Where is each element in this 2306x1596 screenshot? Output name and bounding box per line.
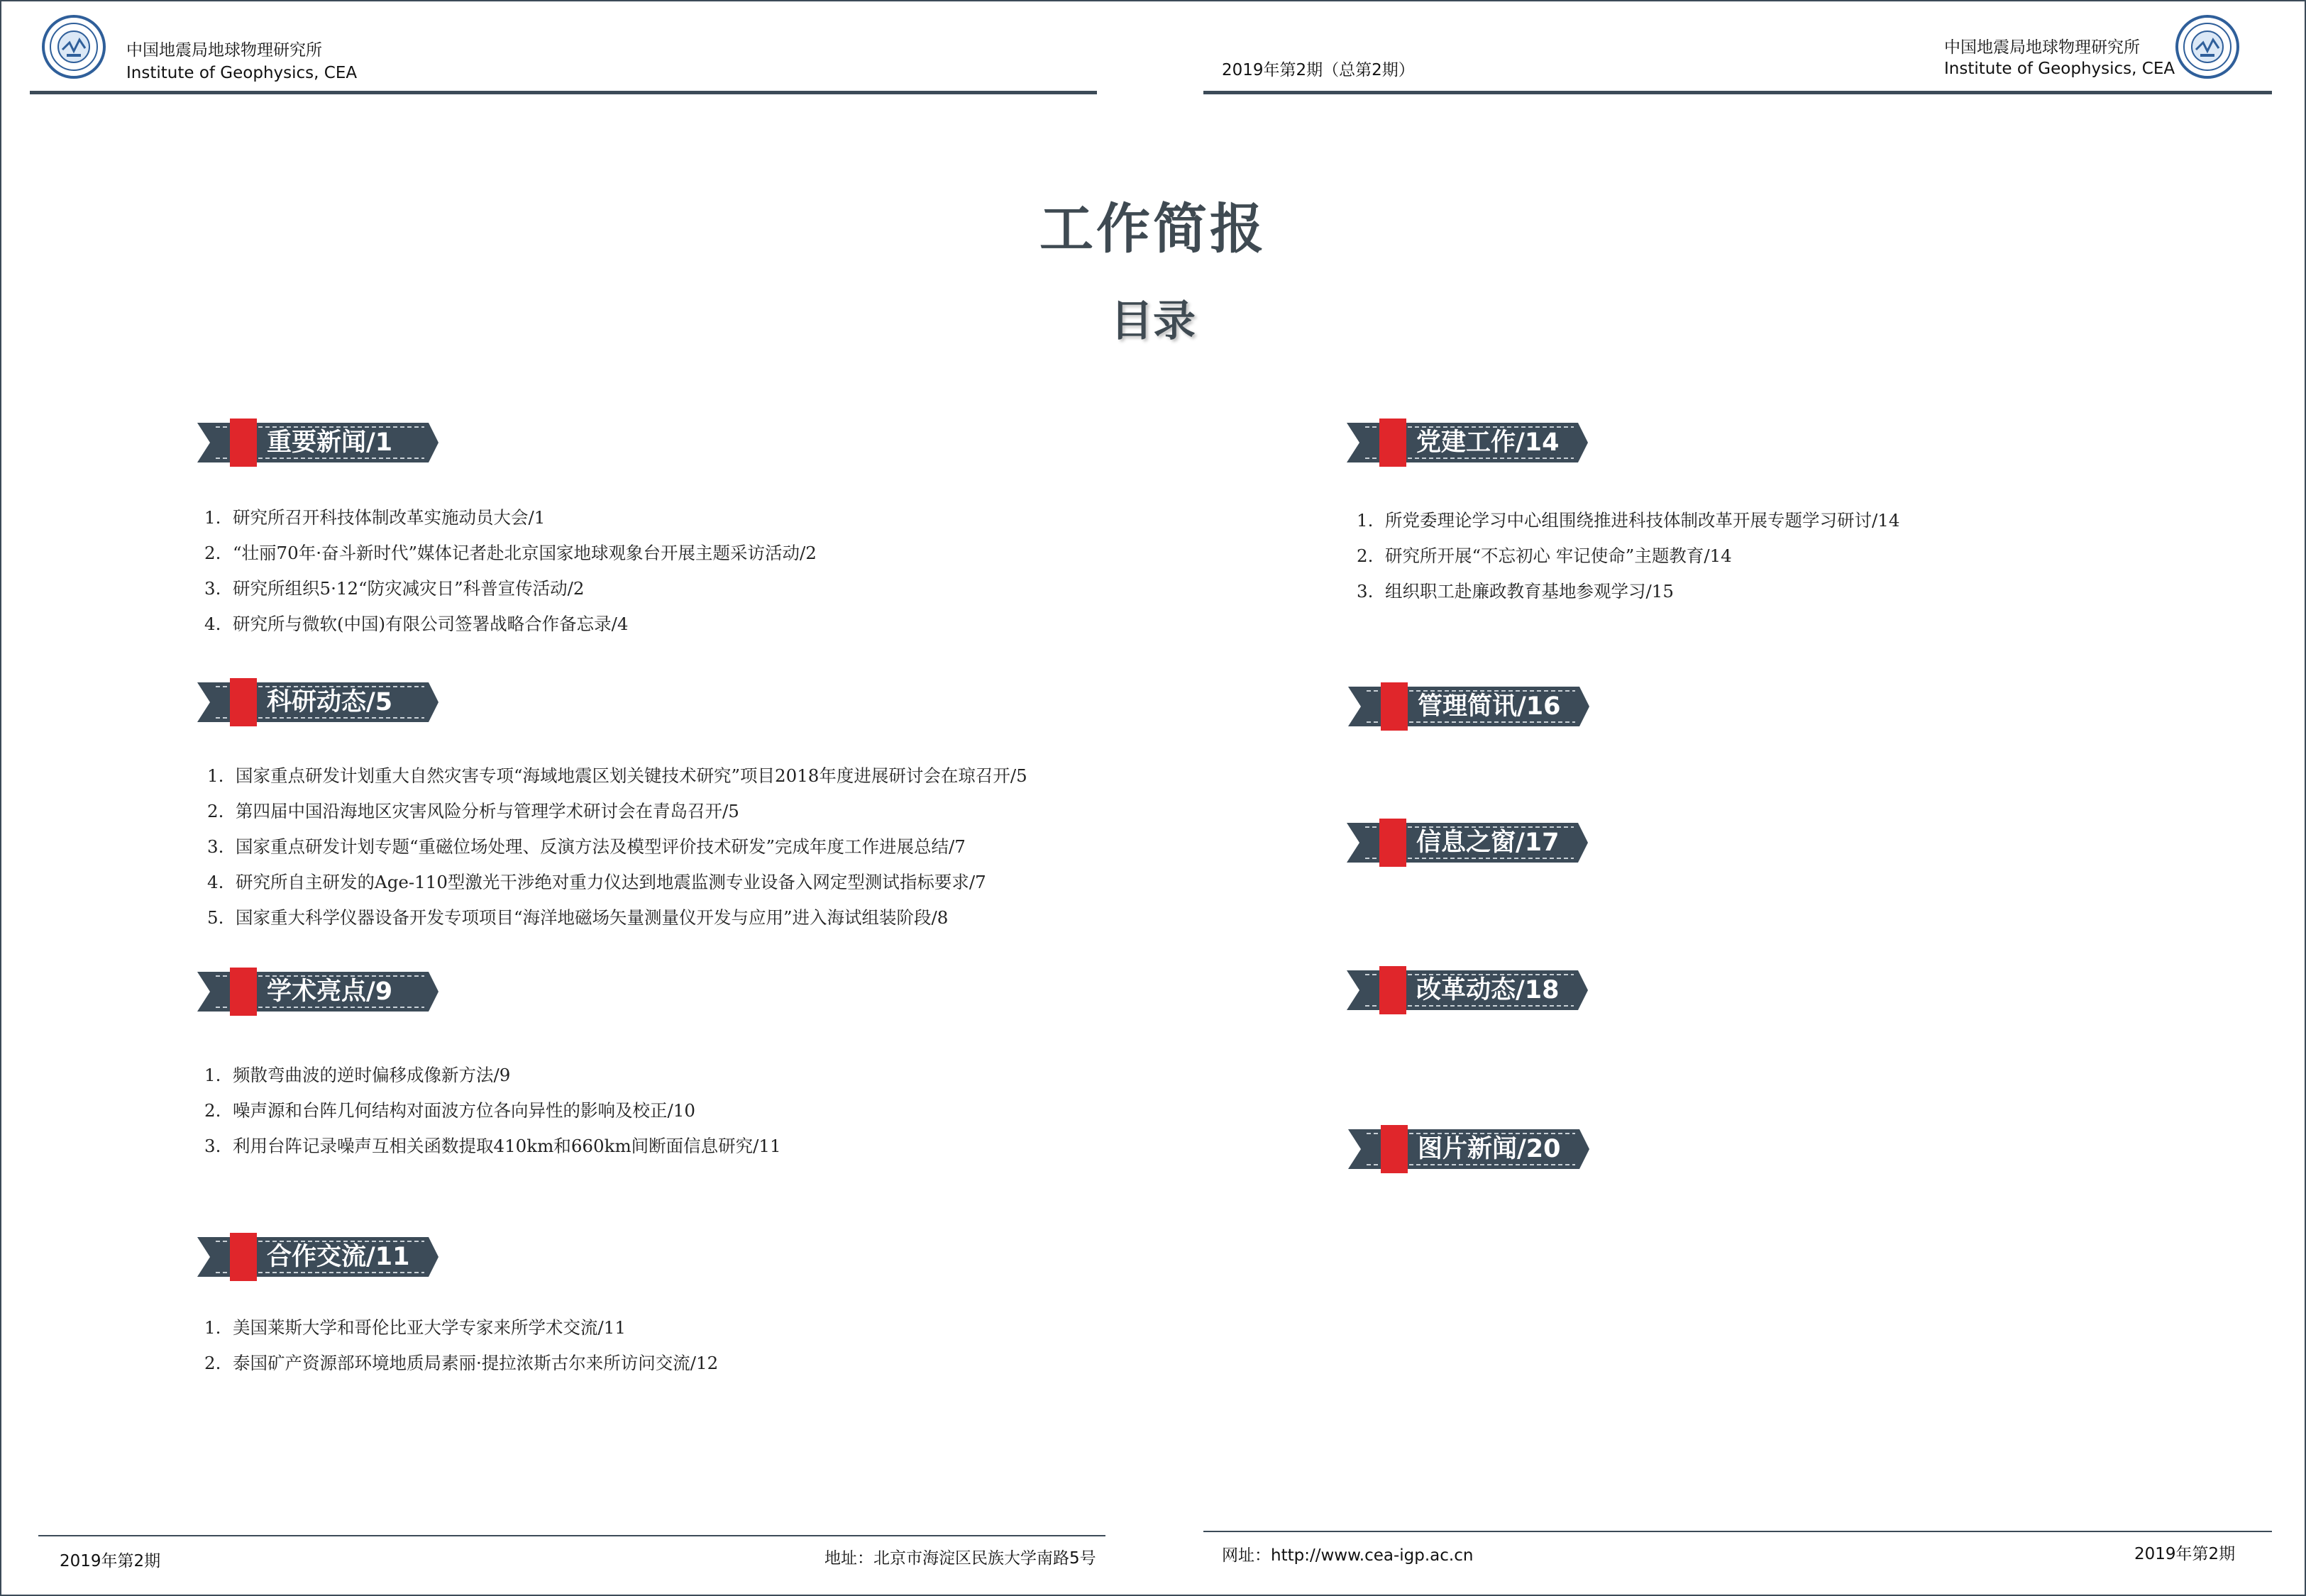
toc-item[interactable]: 4. 研究所与微软(中国)有限公司签署战略合作备忘录/4 <box>204 614 629 634</box>
header-org-en-right: Institute of Geophysics, CEA <box>1944 60 2175 78</box>
toc-item[interactable]: 1. 所党委理论学习中心组围绕推进科技体制改革开展专题学习研讨/14 <box>1357 510 1900 531</box>
toc-item[interactable]: 5. 国家重大科学仪器设备开发专项项目“海洋地磁场矢量测量仪开发与应用”进入海试组装阶段/8 <box>207 907 949 928</box>
banner-label: 党建工作/14 <box>1416 428 1560 457</box>
banner-label: 信息之窗/17 <box>1416 829 1560 857</box>
section-banner-photo-news[interactable] <box>1348 1119 1589 1179</box>
section-banner-important-news[interactable] <box>197 413 438 472</box>
banner-label: 重要新闻/1 <box>267 428 393 457</box>
toc-item[interactable]: 1. 国家重点研发计划重大自然灾害专项“海域地震区划关键技术研究”项目2018年度进展研讨会在琼召开/5 <box>207 765 1027 786</box>
section-banner-party-building[interactable] <box>1347 413 1588 472</box>
toc-item[interactable]: 2. 噪声源和台阵几何结构对面波方位各向异性的影响及校正/10 <box>204 1100 695 1121</box>
toc-item[interactable]: 4. 研究所自主研发的Age-110型激光干涉绝对重力仪达到地震监测专业设备入网定型测试指标要求/7 <box>207 872 986 892</box>
footer-issue-left: 2019年第2期 <box>60 1552 161 1570</box>
institute-logo-icon <box>41 14 106 79</box>
banner-label: 管理简讯/16 <box>1418 692 1561 721</box>
section-banner-research-news[interactable] <box>197 672 438 732</box>
footer-rule-left <box>38 1535 1105 1536</box>
footer-address: 地址：北京市海淀区民族大学南路5号 <box>824 1549 1096 1568</box>
toc-title: 目录 <box>1110 297 1196 346</box>
toc-item[interactable]: 3. 利用台阵记录噪声互相关函数提取410km和660km间断面信息研究/11 <box>204 1136 781 1156</box>
toc-item[interactable]: 1. 研究所召开科技体制改革实施动员大会/1 <box>204 507 546 528</box>
footer-issue-right: 2019年第2期 <box>2134 1545 2236 1563</box>
banner-label: 改革动态/18 <box>1416 976 1560 1004</box>
header-org-cn: 中国地震局地球物理研究所 <box>126 41 322 60</box>
section-banner-academic-highlights[interactable] <box>197 962 438 1021</box>
toc-item[interactable]: 3. 研究所组织5·12“防灾减灾日”科普宣传活动/2 <box>204 578 585 599</box>
section-banner-management[interactable] <box>1348 677 1589 736</box>
section-banner-reform[interactable] <box>1347 960 1588 1020</box>
header-issue: 2019年第2期（总第2期） <box>1222 61 1415 79</box>
toc-item[interactable]: 2. 研究所开展“不忘初心 牢记使命”主题教育/14 <box>1357 545 1732 566</box>
toc-item[interactable]: 3. 组织职工赴廉政教育基地参观学习/15 <box>1357 581 1674 602</box>
institute-logo-icon <box>2175 14 2240 79</box>
banner-label: 合作交流/11 <box>267 1243 410 1271</box>
footer-website[interactable]: 网址：http://www.cea-igp.ac.cn <box>1222 1546 1474 1565</box>
toc-item[interactable]: 2. 第四届中国沿海地区灾害风险分析与管理学术研讨会在青岛召开/5 <box>207 801 739 821</box>
toc-item[interactable]: 1. 频散弯曲波的逆时偏移成像新方法/9 <box>204 1065 511 1085</box>
header-rule-left <box>30 91 1097 94</box>
footer-rule-right <box>1203 1531 2272 1532</box>
toc-item[interactable]: 1. 美国莱斯大学和哥伦比亚大学专家来所学术交流/11 <box>204 1317 626 1338</box>
page-title: 工作简报 <box>1039 197 1267 260</box>
section-banner-cooperation[interactable] <box>197 1227 438 1287</box>
header-org-en: Institute of Geophysics, CEA <box>126 64 358 82</box>
toc-item[interactable]: 2. 泰国矿产资源部环境地质局素丽·提拉浓斯古尔来所访问交流/12 <box>204 1353 719 1373</box>
toc-item[interactable]: 2. “壮丽70年·奋斗新时代”媒体记者赴北京国家地球观象台开展主题采访活动/2 <box>204 543 817 563</box>
toc-item[interactable]: 3. 国家重点研发计划专题“重磁位场处理、反演方法及模型评价技术研发”完成年度工作进展总结/7 <box>207 836 966 857</box>
header-org-cn-right: 中国地震局地球物理研究所 <box>1944 38 2140 57</box>
header-rule-right <box>1203 91 2272 94</box>
section-banner-info-window[interactable] <box>1347 813 1588 872</box>
banner-label: 图片新闻/20 <box>1418 1135 1561 1163</box>
banner-label: 学术亮点/9 <box>267 977 393 1006</box>
banner-label: 科研动态/5 <box>267 688 393 716</box>
